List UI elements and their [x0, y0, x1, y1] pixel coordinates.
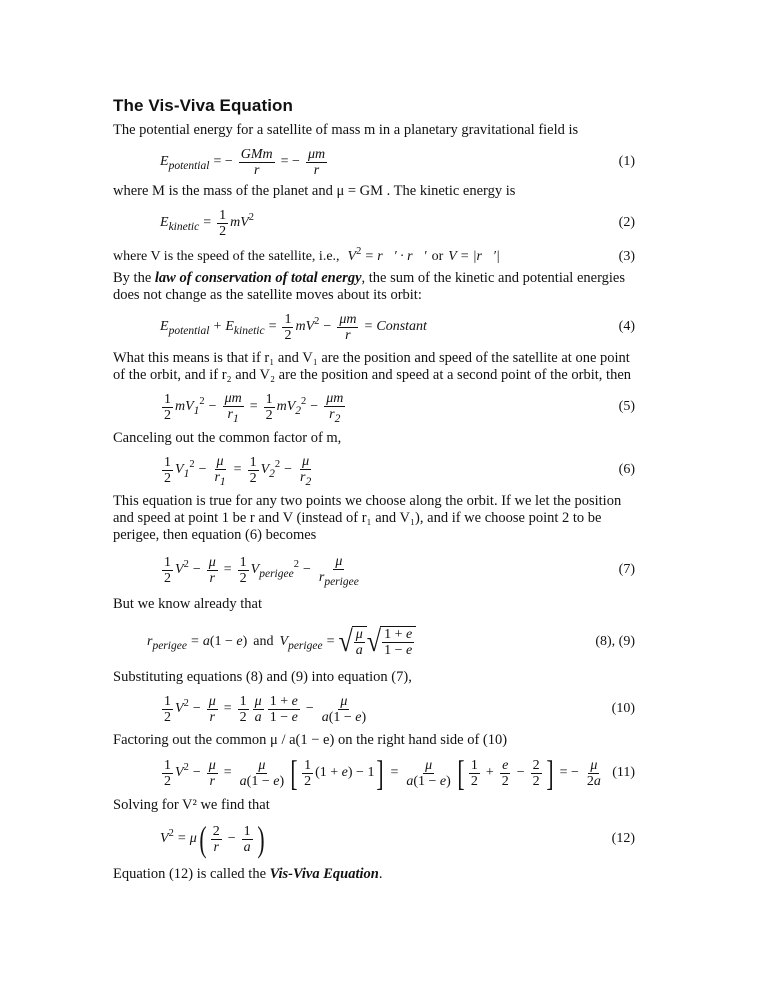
equation-number: (6): [618, 462, 635, 477]
equation-8-9: $r_{perigee}$ = a(1 − e) and $V_{perigee}$ = √ $\frac{\mu}{a}$ √ $\frac{1 + e}{1 - e}$ (8), (9): [147, 624, 635, 659]
equation-number: (12): [611, 831, 635, 846]
paragraph-4: By the law of conservation of total energy, the sum of the kinetic and potential energies does not change as the satellite moves about its orbit:: [113, 270, 625, 303]
equation-12: $V^2$ = μ ( $\frac{2}{r}$ − $\frac{1}{a}$ ) (12): [160, 819, 635, 859]
document-page: [113, 96, 633, 883]
equation-11: $\frac{1}{2}$ $V^2$ − $\frac{\mu}{r}$ = $\frac{\mu}{a(1 - e)}$ [ $\frac{1}{2}$ (1 + e) − 1 ] = $\frac{\mu}{a(1 - e)}$ [ $\frac{1}{2}$ + $\frac{e}{2}$ − $\frac{2}{2}$ ] = − $\frac{\mu}{2a}$ (11): [164, 753, 635, 793]
equation-6: $\frac{1}{2}$ $V_1^2$ − $\frac{\mu}{r_1}$ = $\frac{1}{2}$ $V_2^2$ − $\frac{\mu}{r_2}$ (6): [164, 454, 635, 488]
equation-number: (2): [618, 215, 635, 230]
paragraph-1: The potential energy for a satellite of mass m in a planetary gravitational field is: [113, 122, 579, 138]
paragraph-8: But we know already that: [113, 596, 262, 612]
equation-number: (5): [618, 399, 635, 414]
equation-1: $E_{potential}$ = − $\frac{\text{GMm}}{r}$ = − $\frac{\mu m}{r}$ (1): [160, 146, 635, 178]
equation-number: (11): [612, 765, 635, 780]
equation-7: $\frac{1}{2}$ $V^2$ − $\frac{\mu}{r}$ = $\frac{1}{2}$ $V_{perigee}^2$ − $\frac{\mu}{r_{perigee}}$ (7): [164, 554, 635, 588]
equation-number: (3): [618, 249, 635, 264]
equation-5: $\frac{1}{2}$ $mV_1^2$ − $\frac{\mu m}{r_1}$ = $\frac{1}{2}$ $mV_2^2$ − $\frac{\mu m}{r_2}$ (5): [164, 391, 635, 425]
emphasis-vis-viva: Vis-Viva Equation: [269, 866, 379, 882]
equation-number: (10): [611, 701, 635, 716]
emphasis-conservation: law of conservation of total energy: [154, 270, 362, 286]
equation-number: (8), (9): [595, 634, 635, 649]
page-title: The Vis-Viva Equation: [113, 96, 294, 115]
paragraph-5: What this means is that if r₁ and V₁ are the position and speed of the satellite at one point of the orbit, and if r₂ and V₂ are the position and speed at a second point of the orbit, then: [113, 350, 632, 383]
paragraph-6: Canceling out the common factor of m,: [113, 430, 342, 446]
paragraph-2: where M is the mass of the planet and μ = GM . The kinetic energy is: [113, 183, 516, 199]
paragraph-11: Solving for V² we find that: [113, 797, 270, 813]
paragraph-12: Equation (12) is called the Vis-Viva Equation.: [113, 866, 383, 882]
paragraph-7: This equation is true for any two points we choose along the orbit. If we let the position and speed at point 1 be r and V (instead of r₁ and V₁), and if we choose point 2 to be perigee, then equation (6) becomes: [113, 493, 622, 543]
equation-number: (7): [618, 562, 635, 577]
equation-2: $E_{kinetic}$ = $\frac{1}{2}$ $mV^2$ (2): [160, 207, 635, 239]
equation-3-line: where V is the speed of the satellite, i.e., $V^2$ = r⃗′ · r⃗′ or V = |r⃗′| (3): [113, 246, 635, 264]
paragraph-9: Substituting equations (8) and (9) into equation (7),: [113, 669, 412, 685]
equation-number: (1): [618, 154, 635, 169]
paragraph-10: Factoring out the common μ / a(1 − e) on the right hand side of (10): [113, 732, 508, 748]
equation-4: $E_{potential}$ + $E_{kinetic}$ = $\frac{1}{2}$ $mV^2$ − $\frac{\mu m}{r}$ = Constant (4): [160, 311, 635, 343]
equation-number: (4): [618, 319, 635, 334]
equation-10: $\frac{1}{2}$ $V^2$ − $\frac{\mu}{r}$ = $\frac{1}{2}$ $\frac{\mu}{a}$ $\frac{1 + e}{1 - e}$ − $\frac{\mu}{a(1 - e)}$ (10): [164, 693, 635, 725]
